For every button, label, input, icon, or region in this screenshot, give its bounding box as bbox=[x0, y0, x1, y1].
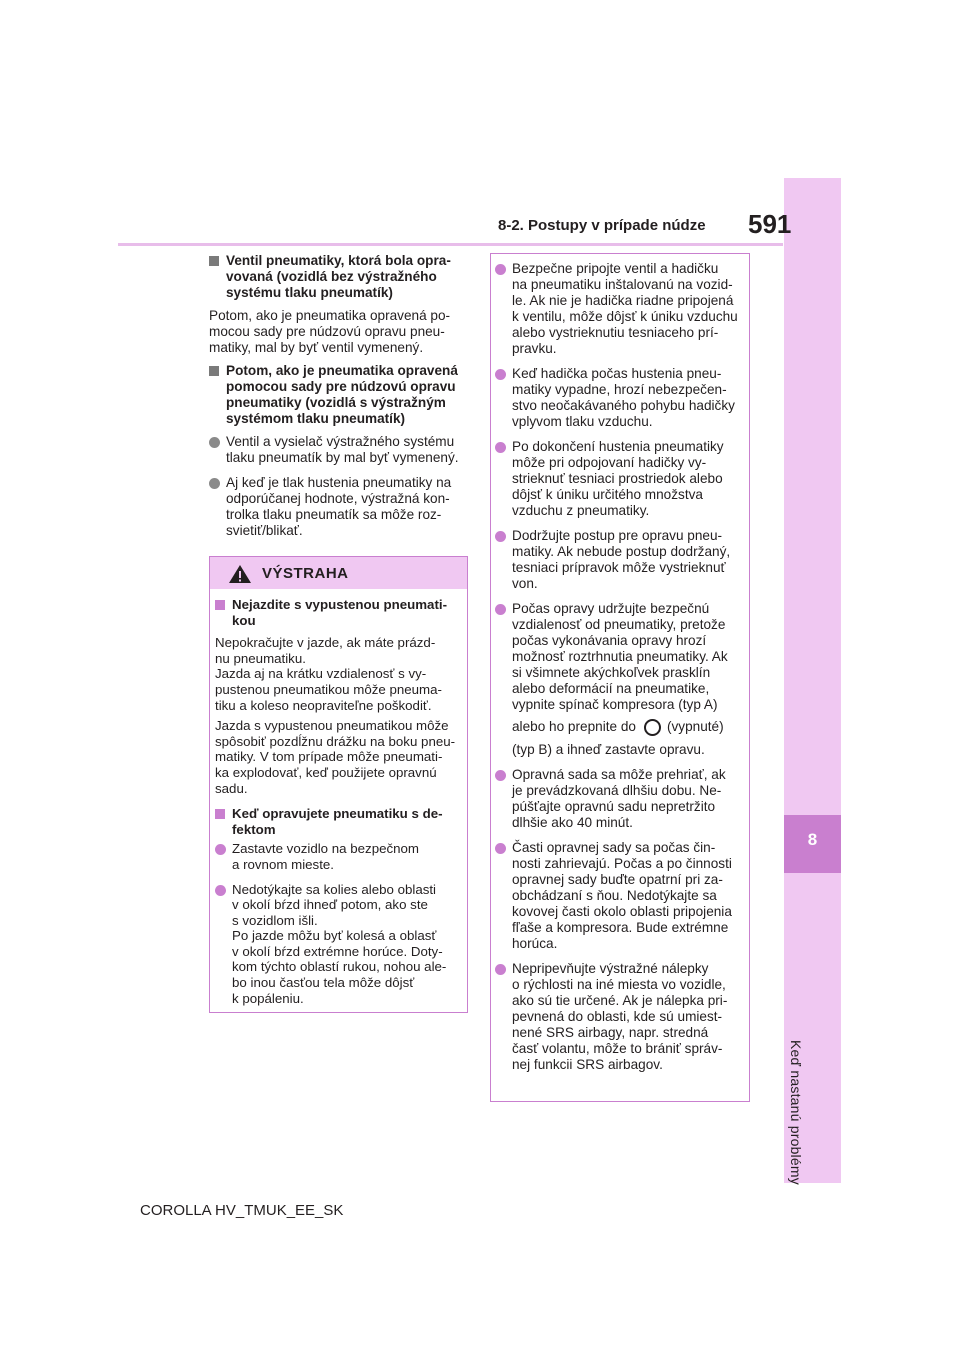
text-line: alebo deformácií na pneumatike, bbox=[512, 681, 710, 696]
text-line: si všimnete akýchkoľvek prasklín bbox=[512, 665, 711, 680]
text-line: vplyvom tlaku vzduchu. bbox=[512, 414, 653, 429]
text-line: Po dokončení hustenia pneumatiky bbox=[512, 439, 724, 454]
text-line: spôsobiť pozdĺžnu drážku na boku pneu- bbox=[215, 733, 456, 749]
power-off-icon bbox=[644, 719, 661, 736]
text-line: Nedotýkajte sa kolies alebo oblasti bbox=[232, 881, 437, 897]
text-line: na pneumatiku inštalovanú na vozid- bbox=[512, 277, 733, 292]
text-line: k ventilu, môže dôjsť k úniku vzduchu bbox=[512, 309, 738, 324]
bullet-dot-icon bbox=[495, 369, 506, 380]
bullet-dot-icon bbox=[495, 964, 506, 975]
right-column bbox=[495, 261, 745, 1082]
text-line: alebo ho prepnite do (vypnuté) bbox=[512, 719, 724, 735]
text-line: kovovej časti okolo oblasti pripojenia bbox=[512, 904, 732, 919]
page-number: 591 bbox=[748, 209, 792, 239]
text-line: Potom, ako je pneumatika opravená bbox=[226, 363, 458, 378]
text-line: Časti opravnej sady sa počas čin- bbox=[512, 840, 716, 855]
warning-box bbox=[209, 556, 468, 1013]
list-item bbox=[495, 601, 745, 758]
warning-paragraph bbox=[215, 635, 463, 713]
text-line: pevnená do oblasti, kde sú umiest- bbox=[512, 1009, 723, 1024]
heading-after-repair-tpws bbox=[209, 363, 471, 427]
text-line: je prevádzkovaná dlhšiu dobu. Ne- bbox=[512, 783, 722, 798]
text-line: Zastavte vozidlo na bezpečnom bbox=[232, 841, 420, 857]
warning-heading-flat-tire bbox=[215, 597, 463, 628]
warning-title: VÝSTRAHA bbox=[262, 565, 349, 582]
list-item bbox=[495, 261, 745, 357]
text-line: alebo vystrieknutiu tesniaceho prí- bbox=[512, 325, 719, 340]
list-item bbox=[215, 841, 463, 872]
footer-doc-code: COROLLA HV_TMUK_EE_SK bbox=[140, 1202, 344, 1219]
text-line: tlaku pneumatík by mal byť vymenený. bbox=[226, 450, 459, 465]
text-line: mocou sady pre núdzovú opravu pneu- bbox=[209, 324, 445, 339]
warning-paragraph bbox=[215, 718, 463, 796]
text-line: obchádzaní s ňou. Nedotýkajte sa bbox=[512, 888, 717, 903]
text-line: svietiť/blikať. bbox=[226, 523, 303, 538]
warning-heading-repairing bbox=[215, 806, 463, 837]
bullet-dot-icon bbox=[209, 437, 220, 448]
list-item bbox=[495, 366, 745, 430]
bullet-dot-icon bbox=[215, 885, 226, 896]
text-line: fľaše a kompresora. Bude extrémne bbox=[512, 920, 729, 935]
square-bullet-icon bbox=[215, 600, 225, 610]
text-line: ako sú tie určené. Ak je nálepka pri- bbox=[512, 993, 728, 1008]
text-line: púšťajte opravnú sadu nepretržito bbox=[512, 799, 716, 814]
text-line: Aj keď je tlak hustenia pneumatiky na bbox=[226, 475, 452, 490]
text-line: Nepripevňujte výstražné nálepky bbox=[512, 961, 709, 976]
text-line: Jazda s vypustenou pneumatikou môže bbox=[215, 718, 449, 734]
text-line: s vozidlom išli. bbox=[232, 912, 318, 928]
bullet-dot-icon bbox=[215, 844, 226, 855]
text-line: stvo neočakávaného pohybu hadičky bbox=[512, 398, 735, 413]
text-line: Keď hadička počas hustenia pneu- bbox=[512, 366, 722, 381]
text-line: (typ B) a ihneď zastavte opravu. bbox=[512, 742, 705, 757]
text-line: v okolí bŕzd extrémne horúce. Doty- bbox=[232, 943, 443, 959]
text-line: vzdialenosť od pneumatiky, pretože bbox=[512, 617, 726, 632]
paragraph-valve bbox=[209, 308, 471, 356]
warning-triangle-icon bbox=[228, 564, 252, 584]
text-line: pravku. bbox=[512, 341, 557, 356]
text-line: Opravná sada sa môže prehriať, ak bbox=[512, 767, 726, 782]
section-title: 8-2. Postupy v prípade núdze bbox=[498, 217, 706, 234]
text-line: Potom, ako je pneumatika opravená po- bbox=[209, 308, 451, 323]
text-line: matiky. Ak nebude postup dodržaný, bbox=[512, 544, 731, 559]
text-line: pustenou pneumatikou môže pneuma- bbox=[215, 681, 442, 697]
text-line: opravnej sady buďte opatrní pri za- bbox=[512, 872, 723, 887]
text-line: trolka tlaku pneumatík sa môže roz- bbox=[226, 507, 442, 522]
list-item bbox=[495, 840, 745, 952]
text-line: vypnite spínač kompresora (typ A) bbox=[512, 697, 718, 712]
text-line: Nejazdite s vypustenou pneumati- bbox=[232, 597, 448, 612]
bullet-dot-icon bbox=[495, 531, 506, 542]
text-line: nosti zahrievajú. Počas a po činnosti bbox=[512, 856, 732, 871]
text-line: matiky, mal by byť ventil vymenený. bbox=[209, 340, 424, 355]
text-line: možnosť roztrhnutia pneumatiky. Ak bbox=[512, 649, 728, 664]
text-line: a rovnom mieste. bbox=[232, 856, 334, 872]
text-line: fektom bbox=[232, 821, 276, 837]
list-item bbox=[209, 434, 471, 466]
text-line: dlhšie ako 40 minút. bbox=[512, 815, 633, 830]
text-line: systémom tlaku pneumatík) bbox=[226, 411, 406, 426]
square-bullet-icon bbox=[209, 366, 219, 376]
bullet-dot-icon bbox=[495, 442, 506, 453]
bullet-dot-icon bbox=[495, 843, 506, 854]
text-line: le. Ak nie je hadička riadne pripojená bbox=[512, 293, 734, 308]
text-line: strieknuť tesniaci prostriedok alebo bbox=[512, 471, 723, 486]
text-line: systému tlaku pneumatík) bbox=[226, 285, 393, 300]
text-line: sadu. bbox=[215, 780, 248, 796]
bullet-dot-icon bbox=[209, 478, 220, 489]
chapter-title: Keď nastanú problémy bbox=[788, 1040, 804, 1185]
text-line: k popáleniu. bbox=[232, 990, 304, 1006]
header-rule bbox=[118, 243, 783, 246]
text-line: pomocou sady pre núdzovú opravu bbox=[226, 379, 456, 394]
text-line: časť volantu, môže to brániť správ- bbox=[512, 1041, 723, 1056]
text-line: ka explodovať, keď použijete opravnú bbox=[215, 764, 437, 780]
text-line: Po jazde môžu byť kolesá a oblasť bbox=[232, 928, 437, 944]
text-line: počas vykonávania opravy hrozí bbox=[512, 633, 707, 648]
warning-body bbox=[210, 589, 467, 1006]
text-line: von. bbox=[512, 576, 538, 591]
bullet-dot-icon bbox=[495, 604, 506, 615]
text-line: bo inou časťou tela môže dôjsť bbox=[232, 975, 415, 991]
bullet-dot-icon bbox=[495, 770, 506, 781]
warning-header bbox=[210, 557, 467, 589]
text-line: Keď opravujete pneumatiku s de- bbox=[232, 806, 443, 822]
text-line: horúca. bbox=[512, 936, 558, 951]
text-line: Ventil a vysielač výstražného systému bbox=[226, 434, 455, 449]
list-item bbox=[495, 767, 745, 831]
text-line: dôjsť k úniku určitého množstva bbox=[512, 487, 703, 502]
bullet-dot-icon bbox=[495, 264, 506, 275]
text-line: vzduchu z pneumatiky. bbox=[512, 503, 650, 518]
text-line: kom týchto oblastí rukou, nohou ale- bbox=[232, 959, 447, 975]
square-bullet-icon bbox=[215, 809, 225, 819]
text-line: Ventil pneumatiky, ktorá bola opra- bbox=[226, 253, 451, 268]
text-line: odporúčanej hodnote, výstražná kon- bbox=[226, 491, 450, 506]
text-line: vovaná (vozidlá bez výstražného bbox=[226, 269, 437, 284]
text-line: matiky vypadne, hrozí nebezpečen- bbox=[512, 382, 727, 397]
text-line: v okolí bŕzd ihneď potom, ako ste bbox=[232, 897, 428, 913]
text-line: Jazda aj na krátku vzdialenosť s vy- bbox=[215, 666, 427, 682]
list-item bbox=[495, 439, 745, 519]
list-item bbox=[209, 475, 471, 539]
text-line: nu pneumatiku. bbox=[215, 650, 306, 666]
text-line: Nepokračujte v jazde, ak máte prázd- bbox=[215, 635, 436, 651]
text-line: môže pri odpojovaní hadičky vy- bbox=[512, 455, 707, 470]
text-line: pneumatiky (vozidlá s výstražným bbox=[226, 395, 446, 410]
text-line: tesniaci prípravok môže vystrieknuť bbox=[512, 560, 726, 575]
text-line: Bezpečne pripojte ventil a hadičku bbox=[512, 261, 719, 276]
text-line: nené SRS airbagy, napr. stredná bbox=[512, 1025, 709, 1040]
text-line: Počas opravy udržujte bezpečnú bbox=[512, 601, 710, 616]
text-line: o rýchlosti na iné miesta vo vozidle, bbox=[512, 977, 726, 992]
text-line: kou bbox=[232, 612, 256, 628]
text-line: matiky. V tom prípade môže pneumati- bbox=[215, 749, 443, 765]
list-item bbox=[495, 961, 745, 1073]
chapter-number: 8 bbox=[807, 830, 818, 849]
text-line: Dodržujte postup pre opravu pneu- bbox=[512, 528, 723, 543]
list-item bbox=[495, 528, 745, 592]
text-line: nej funkcii SRS airbagov. bbox=[512, 1057, 663, 1072]
list-item bbox=[215, 882, 463, 1007]
square-bullet-icon bbox=[209, 256, 219, 266]
chapter-tab-strip bbox=[784, 178, 841, 1183]
text-line: tiku a koleso neopraviteľne poškodiť. bbox=[215, 697, 432, 713]
left-column bbox=[209, 253, 471, 548]
heading-valve-replacement bbox=[209, 253, 471, 301]
